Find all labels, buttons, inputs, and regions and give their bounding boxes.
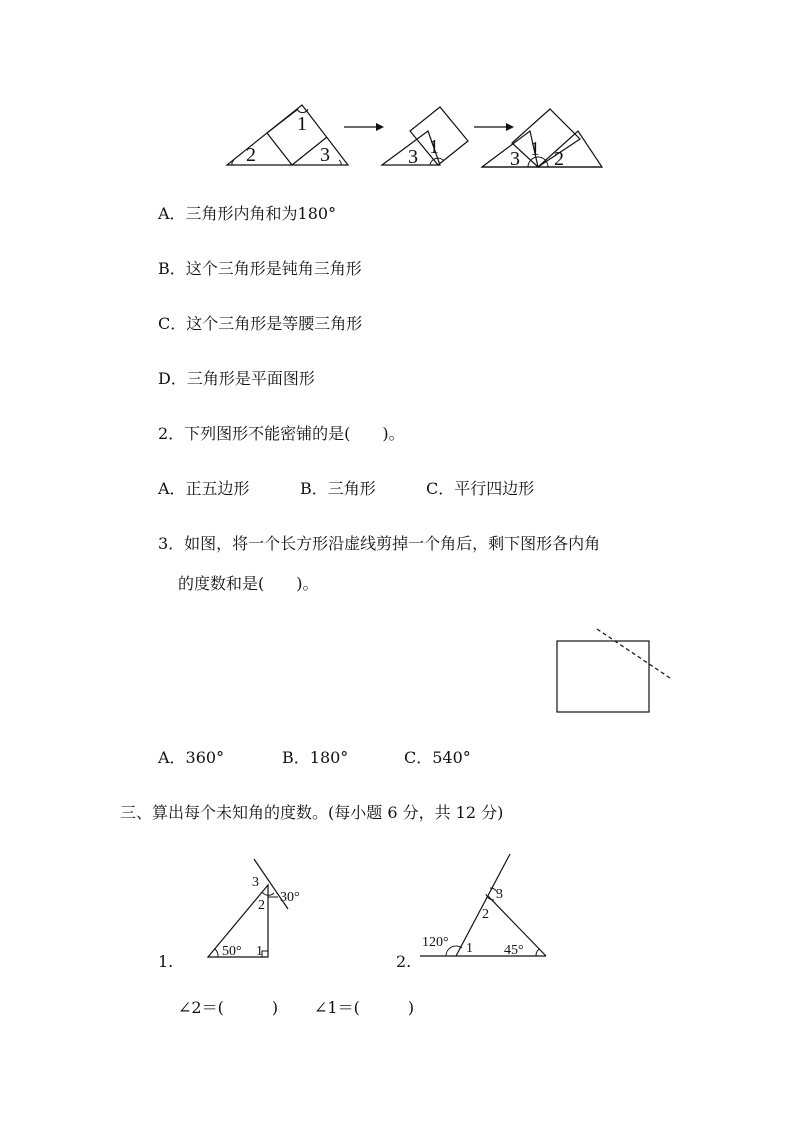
- q3-option-b: B．180°: [282, 748, 349, 767]
- fig2-angle-120: 120°: [422, 935, 449, 950]
- fig2-angle-45: 45°: [504, 943, 524, 958]
- fig2-label-3: 3: [496, 887, 503, 902]
- fig2-label-1: 1: [466, 941, 473, 956]
- q2-stem: 2．下列图形不能密铺的是( )。: [158, 424, 405, 443]
- fig-top-label-2: 2: [246, 144, 256, 166]
- fig-mid-label-3: 3: [408, 146, 418, 168]
- q3-option-c: C．540°: [404, 748, 471, 767]
- answer-angle-2: ∠2＝( ): [178, 998, 279, 1017]
- rectangle-cut-figure: [550, 625, 675, 720]
- fig-right-label-1: 1: [530, 138, 540, 160]
- fig1-label-2: 2: [258, 898, 265, 913]
- fig-right-label-3: 3: [510, 148, 520, 170]
- fig-top-label-1: 1: [297, 113, 307, 135]
- fig1-angle-50: 50°: [222, 944, 242, 959]
- fig-mid-label-1: 1: [429, 136, 439, 158]
- fig-top-label-3: 3: [320, 144, 330, 166]
- angle-figure-2: [418, 850, 558, 965]
- angle-figure-1: [200, 855, 320, 965]
- q3-stem-line1: 3．如图，将一个长方形沿虚线剪掉一个角后，剩下图形各内角: [158, 534, 601, 553]
- q2-option-c: C．平行四边形: [426, 479, 535, 498]
- fig1-angle-30: 30°: [280, 890, 300, 905]
- section3-title: 三、算出每个未知角的度数。(每小题 6 分，共 12 分): [120, 803, 504, 822]
- q2-option-b: B．三角形: [300, 479, 376, 498]
- q1-option-b: B．这个三角形是钝角三角形: [158, 259, 362, 278]
- fig1-label-1: 1: [256, 944, 263, 959]
- fig2-label-2: 2: [482, 907, 489, 922]
- q3-option-a: A．360°: [158, 748, 225, 767]
- fig-right-label-2: 2: [554, 148, 564, 170]
- q1-option-a: A．三角形内角和为180°: [158, 204, 337, 223]
- triangle-folding-figure: [220, 95, 610, 175]
- q1-option-d: D．三角形是平面图形: [158, 369, 315, 388]
- fig2-number: 2.: [396, 952, 412, 971]
- fig1-label-3: 3: [252, 875, 259, 890]
- q3-stem-line2: 的度数和是( )。: [178, 574, 319, 593]
- fig1-number: 1.: [158, 952, 174, 971]
- q1-option-c: C．这个三角形是等腰三角形: [158, 314, 363, 333]
- q2-option-a: A．正五边形: [158, 479, 250, 498]
- answer-angle-1: ∠1＝( ): [314, 998, 415, 1017]
